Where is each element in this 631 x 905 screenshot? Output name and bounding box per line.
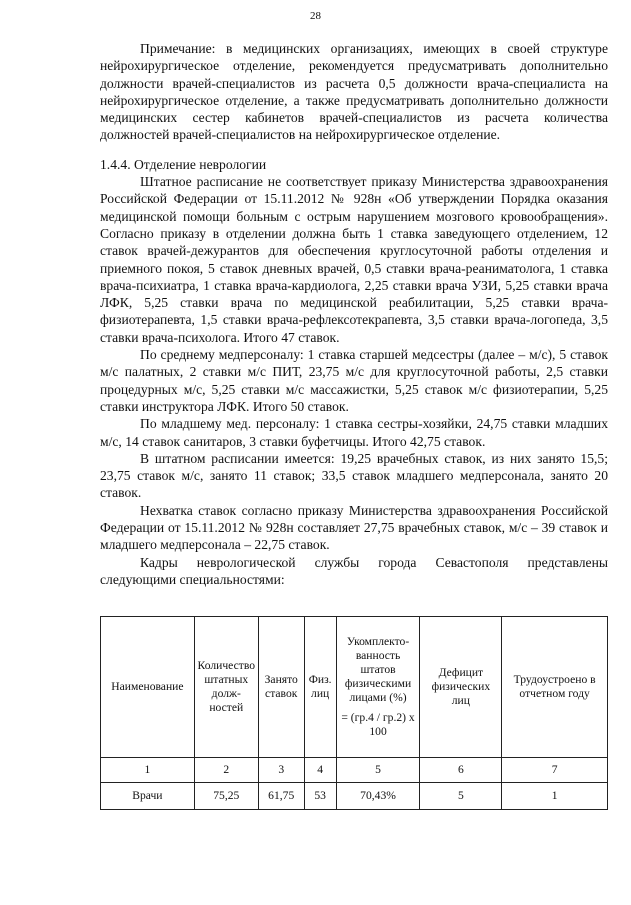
paragraph-staffing: Штатное расписание не соответствует приказу Министерства здравоохранения Российской Федерации от 15.11.2012 № 928н «Об утверждении Порядка оказания медицинской помощи больным с острым нарушением мозгового кровообращения». Согласно приказу в отделении должна быть 1 ставка заведующего отделением, 12 ставок врачей-дежурантов для обеспечения круглосуточной работы отделения и приемного покоя, 5 ставок дневных врачей, 0,5 ставки врача-реаниматолога, 1 ставка врача-психиатра, 1 ставка врача-кардиолога, 2,25 ставки врача УЗИ, 5,25 ставки врача ЛФК, 5,25 ставки врача по медицинской реабилитации, 5,25 ставки врача-физиотерапевта, 1,5 ставки врача-рефлексотекрапевта, 3,5 ставки врача-логопеда, 3,5 ставки врача-психолога. Итого 47 ставок. (100, 174, 608, 345)
header-staffing-rate-label: Укомплекто-ванность штатов физическими лицами (%) (344, 635, 412, 704)
table-cell: 53 (304, 783, 336, 810)
header-staffing-formula: = (гр.4 / гр.2) х 100 (341, 711, 415, 738)
column-number: 2 (194, 758, 258, 783)
paragraph-current-staff: В штатном расписании имеется: 19,25 врачебных ставок, из них занято 15,5; 23,75 ставок м/с, занято 11 ставок; 33,5 ставок младшего медперсонала, занято 20 ставок. (100, 450, 608, 501)
section-heading: 1.4.4. Отделение неврологии (100, 156, 267, 172)
column-number: 3 (258, 758, 304, 783)
table-cell: 70,43% (336, 783, 420, 810)
paragraph-nurses: По среднему медперсоналу: 1 ставка старшей медсестры (далее – м/с), 5 ставок м/с палатных, 2 ставки м/с ПИТ, 23,75 м/с для круглосуточной работы, 2,5 ставки процедурных м/с, 5,25 ставки м/с массажистки, 5,25 ставок м/с физиотерапии, 5,25 ставки инструктора ЛФК. Итого 50 ставок. (100, 347, 608, 414)
column-number: 7 (502, 758, 608, 783)
column-number: 6 (420, 758, 502, 783)
header-employed: Трудоустроено в отчетном году (502, 617, 608, 758)
table-header-row (101, 617, 608, 758)
page-number: 28 (310, 10, 321, 22)
header-name: Наименование (101, 617, 195, 758)
header-staff-positions: Количество штатных долж-ностей (194, 617, 258, 758)
table-column-numbers-row (101, 758, 608, 783)
document-body (100, 40, 608, 588)
table-row (101, 783, 608, 810)
column-number: 5 (336, 758, 420, 783)
table-cell: 1 (502, 783, 608, 810)
table-cell: Врачи (101, 783, 195, 810)
header-deficit: Дефицит физических лиц (420, 617, 502, 758)
column-number: 1 (101, 758, 195, 783)
table-cell: 75,25 (194, 783, 258, 810)
header-staffing-rate (336, 617, 420, 758)
header-persons: Физ. лиц (304, 617, 336, 758)
paragraph-shortage: Нехватка ставок согласно приказу Министерства здравоохранения Российской Федерации от 15.11.2012 № 928н составляет 27,75 врачебных ставок, м/с – 39 ставок и младшего медперсонала – 22,75 ставок. (100, 502, 608, 553)
note-paragraph: Примечание: в медицинских организациях, имеющих в своей структуре нейрохирургическое отделение, рекомендуется предусматривать дополнительно должности врачей-специалистов из расчета 0,5 должности врача-специалиста на нейрохирургическое отделение, а также предусматривать дополнительно должности медицинских сестер кабинетов врачей-специалистов из расчета количества должностей врачей-специалистов на нейрохирургическое отделение. (100, 41, 608, 143)
column-number: 4 (304, 758, 336, 783)
paragraph-table-intro: Кадры неврологической службы города Севастополя представлены следующими специальностями: (100, 554, 608, 587)
table-cell: 61,75 (258, 783, 304, 810)
header-occupied: Занято ставок (258, 617, 304, 758)
paragraph-junior-staff: По младшему мед. персоналу: 1 ставка сестры-хозяйки, 24,75 ставки младших м/с, 14 ставок санитаров, 3 ставки буфетчицы. Итого 42,75 ставок. (100, 416, 608, 449)
staff-table (100, 616, 608, 810)
table-cell: 5 (420, 783, 502, 810)
